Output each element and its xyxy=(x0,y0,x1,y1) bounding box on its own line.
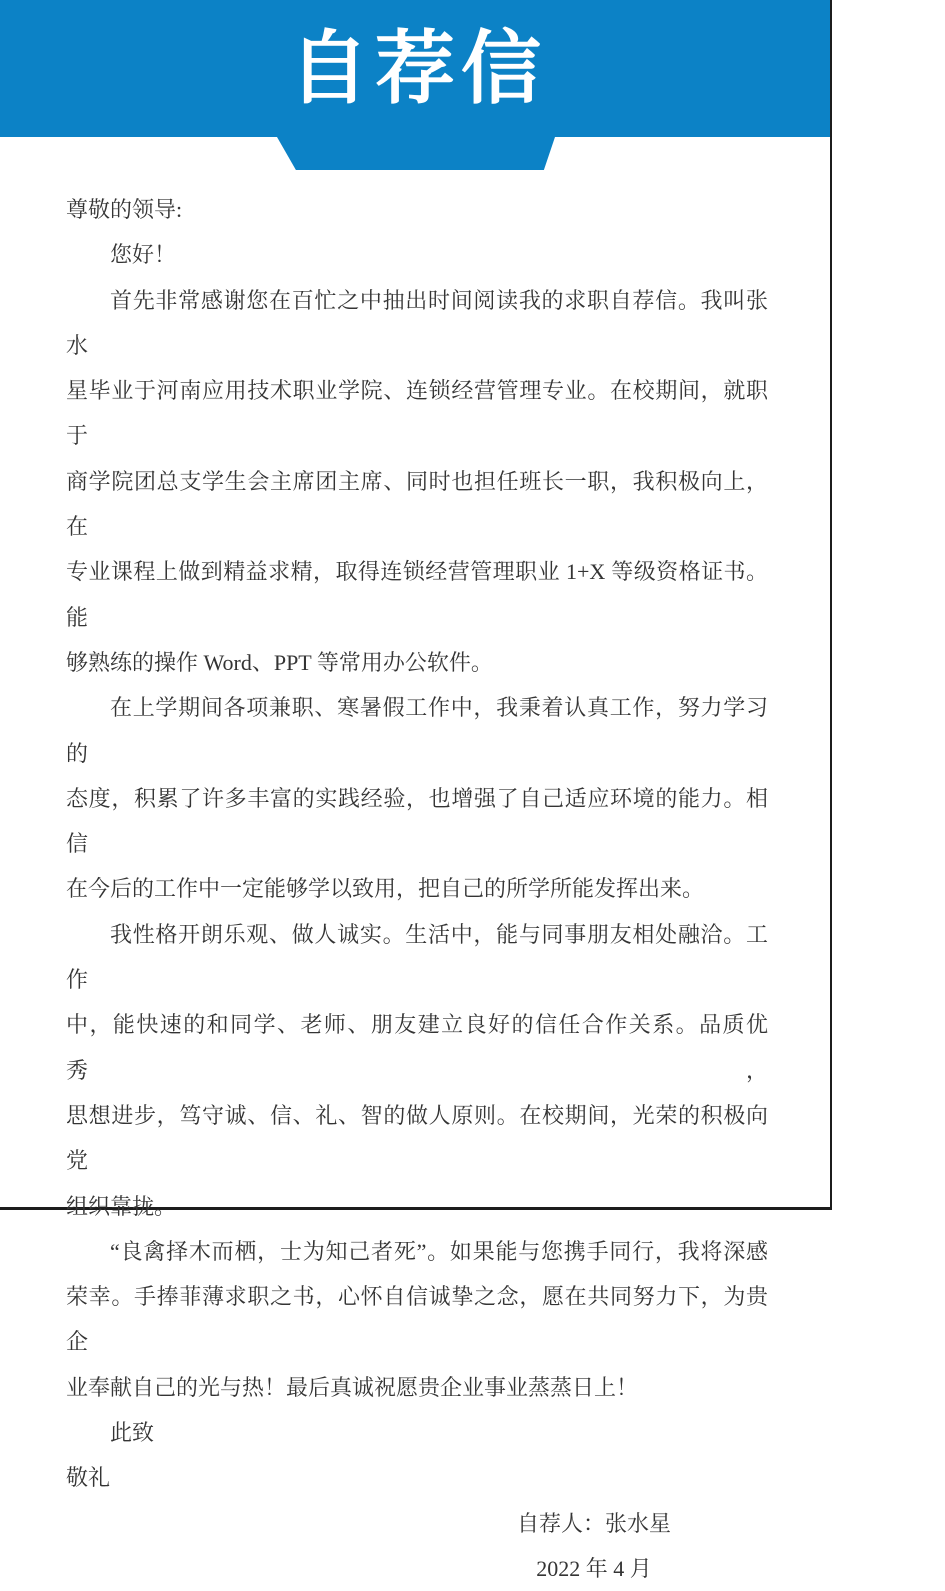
para3-line3: 思想进步，笃守诚、信、礼、智的做人原则。在校期间，光荣的积极向党 xyxy=(66,1102,768,1174)
para4-line3: 业奉献自己的光与热！最后真诚祝愿贵企业事业蒸蒸日上！ xyxy=(66,1374,639,1400)
page-title: 自荐信 xyxy=(289,24,547,113)
banner-ribbon-tab xyxy=(277,137,555,170)
para1-line1: 首先非常感谢您在百忙之中抽出时间阅读我的求职自荐信。我叫张水 xyxy=(66,287,768,358)
para4-line1: “良禽择木而栖，士为知己者死”。如果能与您携手同行，我将深感 xyxy=(110,1238,768,1264)
para1-line2: 星毕业于河南应用技术职业学院、连锁经营管理专业。在校期间，就职于 xyxy=(66,378,768,449)
letter-body xyxy=(0,137,830,1591)
para3-line1: 我性格开朗乐观、做人诚实。生活中，能与同事朋友相处融洽。工作 xyxy=(66,921,768,993)
para2-line2: 态度，积累了许多丰富的实践经验，也增强了自己适应环境的能力。相信 xyxy=(66,785,768,857)
para1-line4: 专业课程上做到精益求精，取得连锁经营管理职业 1+X 等级资格证书。能 xyxy=(66,559,768,630)
para2-line1: 在上学期间各项兼职、寒暑假工作中，我秉着认真工作，努力学习的 xyxy=(66,695,768,766)
signer-line: 自荐人：张水星 xyxy=(516,1510,671,1536)
salutation: 尊敬的领导: xyxy=(66,197,183,222)
para3-line2: 中，能快速的和同学、老师、朋友建立良好的信任合作关系。品质优秀， xyxy=(66,1012,768,1083)
date-line: 2022 年 4 月 xyxy=(536,1555,652,1581)
title-banner xyxy=(0,0,830,137)
closing-jingli: 敬礼 xyxy=(66,1465,111,1491)
para1-line3: 商学院团总支学生会主席团主席、同时也担任班长一职，我积极向上，在 xyxy=(66,468,768,540)
greeting: 您好！ xyxy=(110,242,177,268)
para1-line5: 够熟练的操作 Word、PPT 等常用办公软件。 xyxy=(66,649,493,675)
closing-cizhi: 此致 xyxy=(110,1420,155,1446)
para4-line2: 荣幸。手捧菲薄求职之书，心怀自信诚挚之念，愿在共同努力下，为贵企 xyxy=(66,1284,768,1355)
para2-line3: 在今后的工作中一定能够学以致用，把自己的所学所能发挥出来。 xyxy=(66,876,705,902)
para3-line4: 组织靠拢。 xyxy=(66,1193,177,1219)
